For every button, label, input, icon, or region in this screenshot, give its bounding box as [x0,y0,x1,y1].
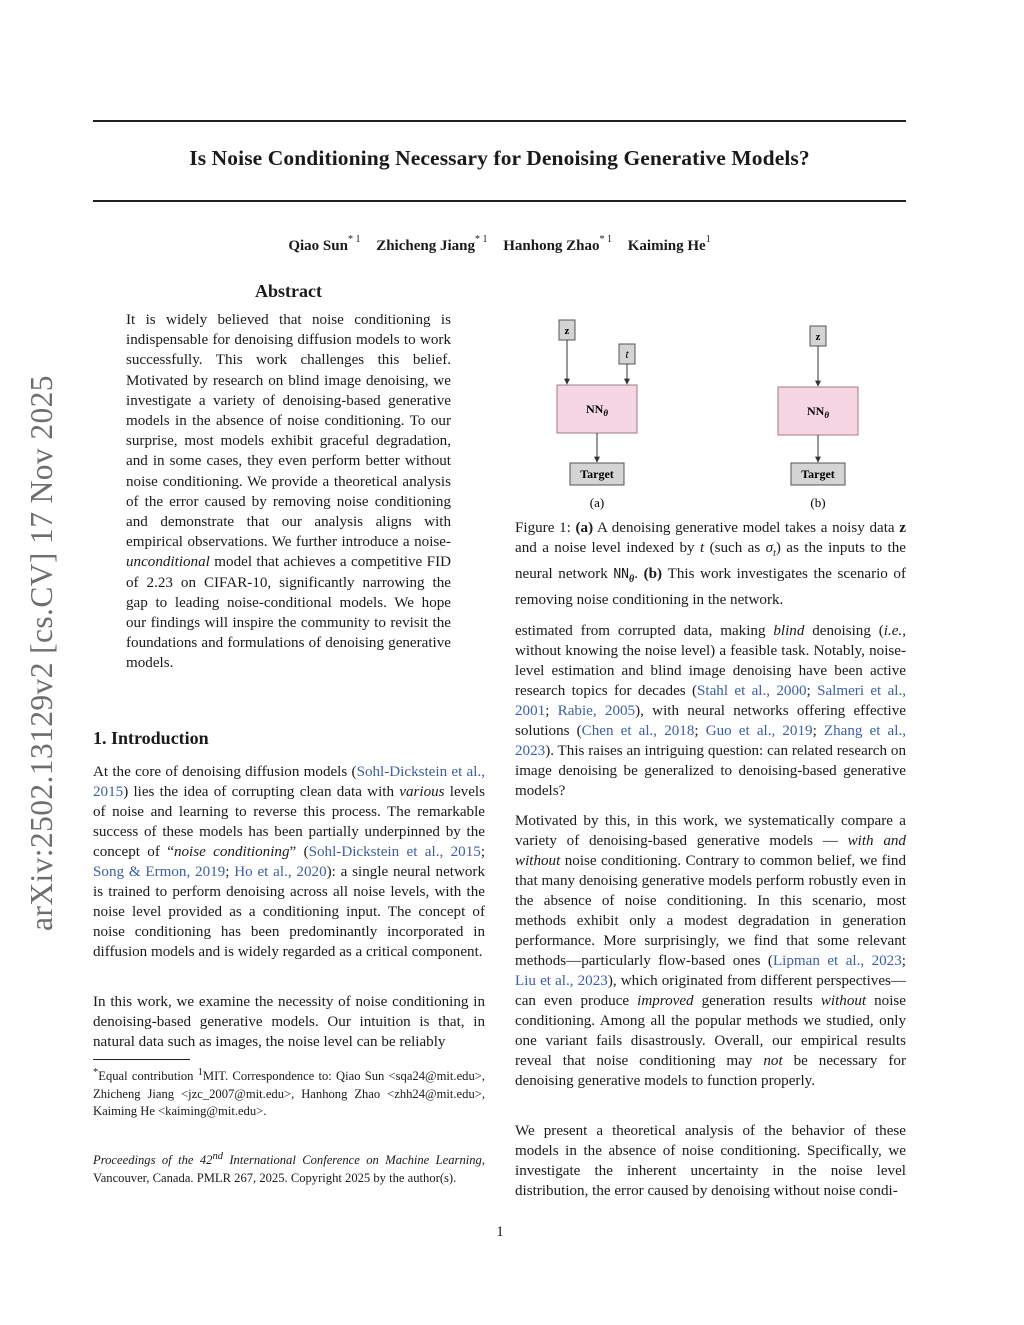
intro-paragraph-1: At the core of denoising diffusion models (Sohl-Dickstein et al., 2015) lies the idea of corrupting clean data with various levels of noise and learning to reverse this process. The remarkable success of these models has been partially underpinned by the concept of “noise conditioning” (Sohl-Dickstein et al., 2015; Song & Ermon, 2019; Ho et al., 2020): a single neural network is trained to perform denoising across all noise levels, with the noise level provided as a conditioning input. The concept of noise conditioning has been predominantly incorporated in diffusion models and is widely regarded as a critical component. [93,764,486,960]
figure-1-diagram [515,310,906,515]
author-4: Kaiming He$^1$ [627,234,711,254]
footnote: *Equal contribution $^1$MIT. Correspondence to: Qiao Sun <sqa24@mit.edu>, Zhicheng Jiang <jzc_2007@mit.edu>, Hanhong Zhao <zhh24@mit.edu>, Kaiming He <kaiming@mit.edu>. [93,1067,486,1119]
citation-link[interactable]: Sohl-Dickstein et al., 2015 [93,764,486,800]
arxiv-sidebar-stamp: arXiv:2502.13129v2 [cs.CV] 17 Nov 2025 [24,375,59,931]
citation-link[interactable]: Ho et al., 2020 [234,864,327,880]
abstract-heading: Abstract [255,281,322,301]
intro-paragraph-2: In this work, we examine the necessity of noise conditioning in denoising-based generative models. Our intuition is that, in natural data such as images, the noise level can be reliably [93,994,485,1050]
citation-link[interactable]: Stahl et al., 2000 [697,683,807,699]
section-heading-introduction: 1. Introduction [93,728,209,748]
author-1: Qiao Sun$^{* 1}$ [288,234,361,254]
citation-link[interactable]: Salmeri et al., 2001 [515,683,907,719]
panel-a-label: (a) [589,495,605,510]
input-t-label: t [625,347,629,361]
diagram-panel-a [557,320,637,510]
panel-b-label: (b) [810,495,826,510]
footnote-rule [93,1059,190,1060]
right-paragraph-2: Motivated by this, in this work, we systematically compare a variety of denoising-based generative models — with and without noise conditioning. Contrary to common belief, we find that many denoising generative models perform robustly even in the absence of noise conditioning. In this scenario, most methods exhibit only a modest degradation in generation performance. More surprisingly, we find that some relevant methods—particularly flow-based ones (Lipman et al., 2023; Liu et al., 2023), which originated from different perspectives—can even produce improved generation results without noise conditioning. Among all the popular methods we studied, only one variant fails disastrously. Overall, our empirical results reveal that noise conditioning may not be necessary for denoising generative models to function properly. [515,813,907,1089]
citation-link[interactable]: Zhang et al., 2023 [515,723,906,759]
citation-link[interactable]: Guo et al., 2019 [705,723,813,739]
citation-link[interactable]: Liu et al., 2023 [515,973,608,989]
proceedings-note: Proceedings of the 42nd International Conference on Machine Learning, Vancouver, Canada. PMLR 267, 2025. Copyright 2025 by the author(s). [93,1151,485,1185]
citation-link[interactable]: Song & Ermon, 2019 [93,864,226,880]
diagram-panel-b [778,326,858,510]
author-3: Hanhong Zhao$^{* 1}$ [503,234,613,254]
abstract-text: It is widely believed that noise conditioning is indispensable for denoising diffusion models to work successfully. This work challenges this belief. Motivated by research on blind image denoising, we investigate a variety of denoising-based generative models in the absence of noise conditioning. To our surprise, most models exhibit graceful degradation, and in some cases, they even perform better without noise conditioning. We provide a theoretical analysis of the error caused by removing noise conditioning and demonstrate that our analysis aligns with empirical observations. We further introduce a noise-unconditional model that achieves a competitive FID of 2.23 on CIFAR-10, significantly narrowing the gap to leading noise-conditional models. We hope our findings will inspire the community to revisit the foundations and formulations of denoising generative models. [126,312,451,672]
input-z-label: z [564,325,570,337]
network-label: $NN_\theta$ [806,404,830,420]
page-number: 1 [496,1224,504,1240]
citation-link[interactable]: Chen et al., 2018 [581,723,695,739]
target-label: Target [580,467,614,481]
right-paragraph-1: estimated from corrupted data, making blind denoising (i.e., without knowing the noise level) a feasible task. Notably, noise-level estimation and blind image denoising have been active research topics for decades (Stahl et al., 2000; Salmeri et al., 2001; Rabie, 2005), with neural networks offering effective solutions (Chen et al., 2018; Guo et al., 2019; Zhang et al., 2023). This raises an intriguing question: can related research on image denoising be generalized to denoising-based generative models? [515,623,907,799]
citation-link[interactable]: Rabie, 2005 [557,703,636,719]
title-rule [93,200,906,202]
paper-title: Is Noise Conditioning Necessary for Denoising Generative Models? [189,146,810,170]
citation-link[interactable]: Sohl-Dickstein et al., 2015 [308,844,481,860]
author-list [93,236,906,255]
right-paragraph-3: We present a theoretical analysis of the behavior of these models in the absence of noise conditioning. Specifically, we investigate the inherent uncertainty in the noise level distribution, the error caused by denoising without noise condi- [515,1123,906,1199]
figure-1-caption: Figure 1: (a) A denoising generative model takes a noisy data z and a noise level indexed by t (such as $\sigma_t$) as the inputs to the neural network $NN_\theta$. (b) This work investigates the scenario of removing noise conditioning in the network. [515,520,906,609]
author-2: Zhicheng Jiang$^{* 1}$ [376,234,488,254]
input-z-label: z [815,331,821,343]
top-rule [93,120,906,122]
target-label: Target [801,467,835,481]
citation-link[interactable]: Lipman et al., 2023 [772,953,902,969]
network-label: $NN_\theta$ [585,402,609,418]
